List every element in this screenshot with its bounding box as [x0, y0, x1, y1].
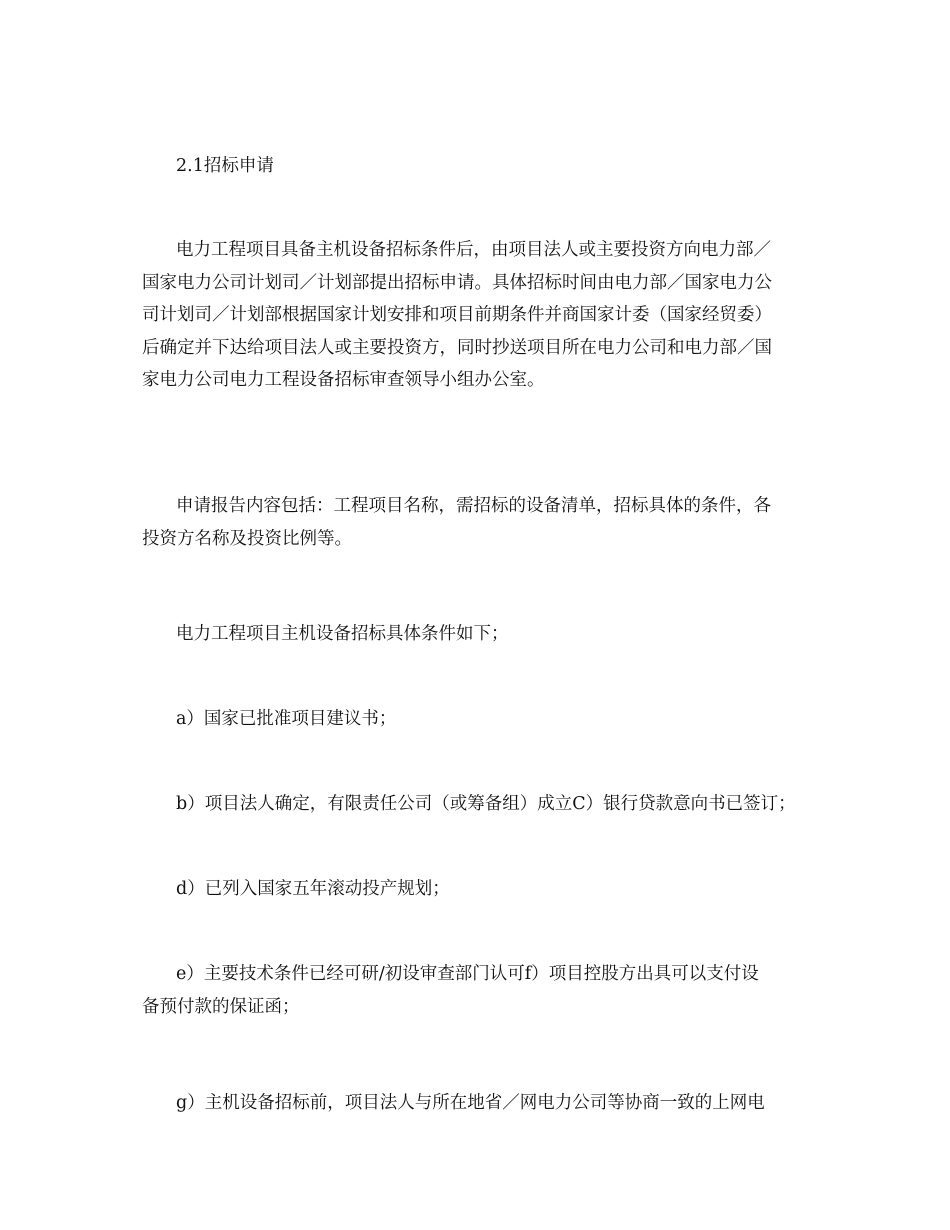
list-item-text: d）已列入国家五年滚动投产规划；	[176, 879, 450, 899]
list-item-e	[142, 958, 814, 1023]
paragraph-line: 电力工程项目主机设备招标具体条件如下；	[176, 624, 509, 644]
list-item-text: e）主要技术条件已经可研/初设审查部门认可f）项目控股方出具可以支付设	[176, 964, 759, 984]
list-item-d	[142, 873, 814, 906]
paragraph-line: 后确定并下达给项目法人或主要投资方，同时抄送项目所在电力公司和电力部／国	[142, 337, 772, 358]
list-item-text: 备预付款的保证函；	[142, 996, 300, 1017]
list-item-text: b）项目法人确定，有限责任公司（或筹备组）成立C）银行贷款意向书已签订；	[176, 794, 796, 814]
paragraph-line: 家电力公司电力工程设备招标审查领导小组办公室。	[142, 370, 545, 390]
paragraph-conditions-intro	[142, 618, 814, 651]
paragraph-line: 电力工程项目具备主机设备招标条件后，由项目法人或主要投资方向电力部／	[176, 240, 771, 260]
list-item-b	[142, 788, 814, 821]
list-item-text: g）主机设备招标前，项目法人与所在地省／网电力公司等协商一致的上网电	[176, 1093, 765, 1113]
heading-text: 2.1招标申请	[176, 156, 274, 176]
paragraph-line: 国家电力公司计划司／计划部提出招标申请。具体招标时间由电力部／国家电力公	[142, 272, 772, 293]
paragraph-line: 司计划司／计划部根据国家计划安排和项目前期条件并商国家计委（国家经贸委）	[142, 305, 772, 325]
list-item-text: a）国家已批准项目建议书；	[176, 709, 397, 729]
list-item-g	[142, 1087, 814, 1120]
paragraph-line: 申请报告内容包括：工程项目名称，需招标的设备清单，招标具体的条件，各	[176, 496, 771, 516]
list-item-a	[142, 703, 814, 736]
paragraph-line: 投资方名称及投资比例等。	[142, 528, 352, 549]
paragraph-report-contents	[142, 490, 814, 555]
section-heading	[142, 150, 814, 183]
paragraph-application	[142, 234, 814, 397]
